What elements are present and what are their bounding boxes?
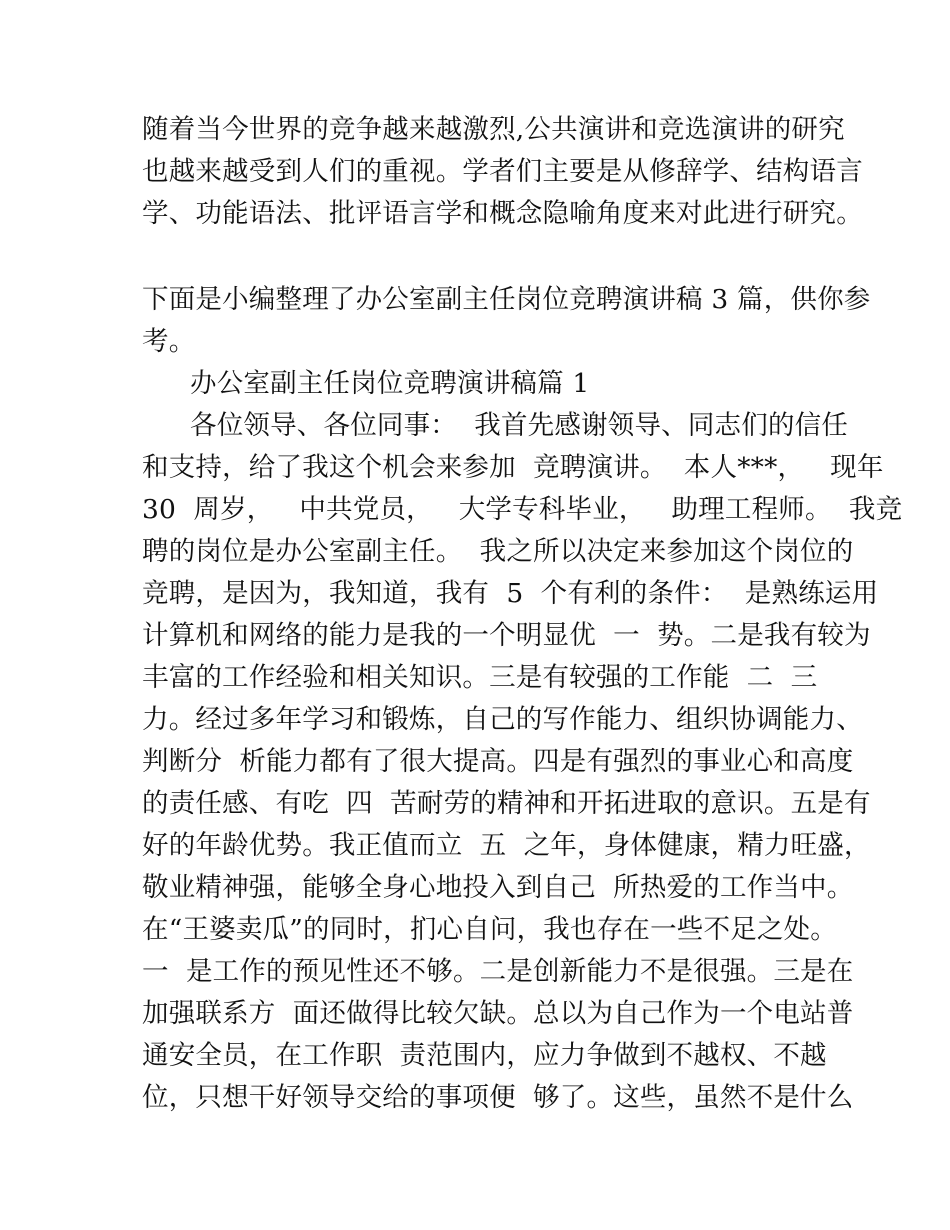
body-line-12: 敬业精神强，能够全身心地投入到自己 所热爱的工作当中。 xyxy=(142,872,854,903)
body-line-3: 30 周岁， 中共党员， 大学专科毕业， 助理工程师。 我竞 xyxy=(142,494,903,525)
intro-line-2: 也越来越受到人们的重视。学者们主要是从修辞学、结构语言 xyxy=(142,156,863,187)
body-line-16: 通安全员，在工作职 责范围内，应力争做到不越权、不越 xyxy=(142,1040,827,1071)
body-line-8: 力。经过多年学习和锻炼，自己的写作能力、组织协调能力、 xyxy=(142,704,863,735)
section-title: 办公室副主任岗位竞聘演讲稿篇 1 xyxy=(190,368,590,399)
intro-line-3: 学、功能语法、批评语言学和概念隐喻角度来对此进行研究。 xyxy=(142,198,863,229)
body-line-17: 位，只想干好领导交给的事项便 够了。这些，虽然不是什么 xyxy=(142,1082,854,1113)
body-line-9: 判断分 析能力都有了很大提高。四是有强烈的事业心和高度 xyxy=(142,746,854,777)
body-line-5: 竞聘，是因为，我知道，我有 5 个有利的条件： 是熟练运用 xyxy=(142,578,879,609)
body-line-7: 丰富的工作经验和相关知识。三是有较强的工作能 二 三 xyxy=(142,662,818,693)
body-line-1: 各位领导、各位同事： 我首先感谢领导、同志们的信任 xyxy=(190,410,849,441)
body-line-10: 的责任感、有吃 四 苦耐劳的精神和开拓进取的意识。五是有 xyxy=(142,788,871,819)
lead-line-1: 下面是小编整理了办公室副主任岗位竞聘演讲稿 3 篇，供你参 xyxy=(142,284,871,315)
body-line-11: 好的年龄优势。我正值而立 五 之年，身体健康，精力旺盛， xyxy=(142,830,871,861)
body-line-2: 和支持，给了我这个机会来参加 竞聘演讲。 本人***， 现年 xyxy=(142,452,884,483)
body-line-15: 加强联系方 面还做得比较欠缺。总以为自己作为一个电站普 xyxy=(142,998,854,1029)
body-line-14: 一 是工作的预见性还不够。二是创新能力不是很强。三是在 xyxy=(142,956,854,987)
lead-line-2: 考。 xyxy=(142,326,196,357)
body-line-13: 在“王婆卖瓜”的同时，扪心自问，我也存在一些不足之处。 xyxy=(142,914,837,945)
body-line-6: 计算机和网络的能力是我的一个明显优 一 势。二是我有较为 xyxy=(142,620,871,651)
body-line-4: 聘的岗位是办公室副主任。 我之所以决定来参加这个岗位的 xyxy=(142,536,854,567)
intro-line-1: 随着当今世界的竞争越来越激烈,公共演讲和竞选演讲的研究 xyxy=(142,114,845,145)
